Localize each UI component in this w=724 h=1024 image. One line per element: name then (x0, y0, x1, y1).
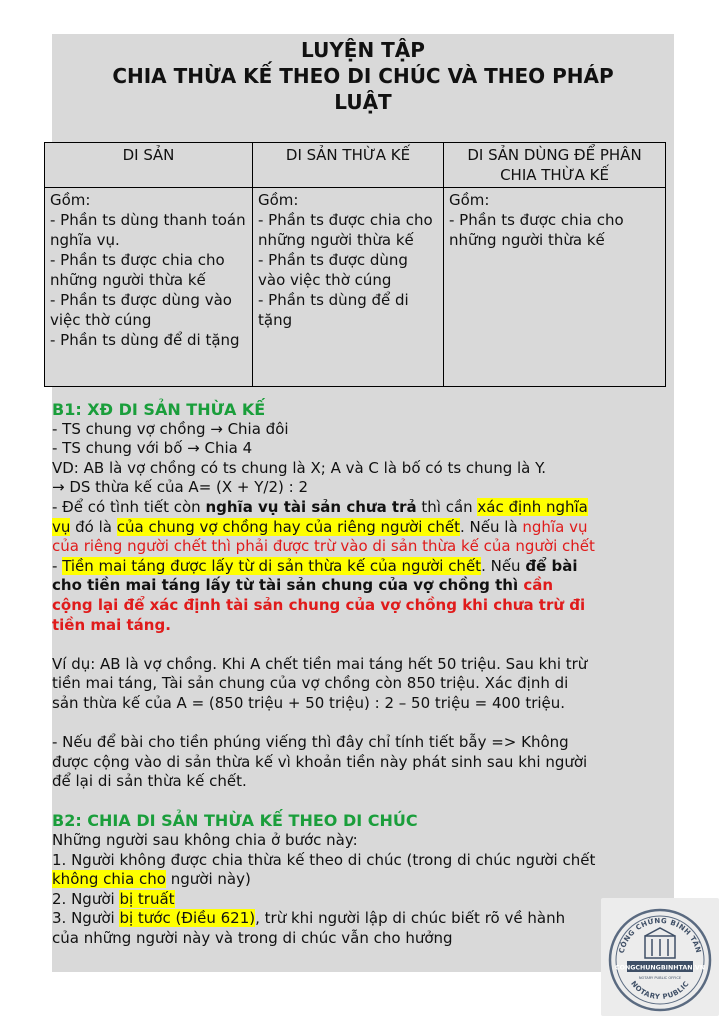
cell-line: - Phần ts dùng để di tặng (258, 291, 409, 329)
page-title (52, 37, 674, 115)
text-span: , trừ khi người lập di chúc biết rõ về hành (255, 909, 566, 928)
stamp-top-text: CÔNG CHỨNG BÌNH TÂN (617, 916, 703, 955)
cell-line: Gồm: (449, 191, 490, 209)
red-bold-line: tiền mai táng. (52, 615, 171, 634)
highlight-text: bị truất (119, 889, 175, 908)
red-text-line: của riêng người chết thì phải được trừ vào di sản thừa kế của người chết (52, 537, 595, 556)
highlight-text: xác định nghĩa (477, 497, 588, 516)
table-header: DI SẢN DÙNG ĐỂ PHÂN CHIA THỪA KẾ (444, 143, 666, 188)
text-span: - (52, 556, 63, 575)
text-span: thì cần (416, 497, 478, 516)
bold-text: để bài (525, 556, 578, 575)
text-line (52, 890, 674, 910)
table-cell (253, 188, 444, 387)
title-line: CHIA THỪA KẾ THEO DI CHÚC VÀ THEO PHÁP (112, 64, 614, 88)
text-span: 3. Người (52, 909, 120, 928)
text-line: được cộng vào di sản thừa kế vì khoản tiền này phát sinh sau khi người (52, 752, 588, 771)
cell-line: Gồm: (258, 191, 299, 209)
table-cell (444, 188, 666, 387)
text-line: Những người sau không chia ở bước này: (52, 831, 358, 850)
bold-text: nghĩa vụ tài sản chưa trả (205, 497, 417, 516)
highlight-text: Tiền mai táng được lấy từ di sản thừa kế của người chết (62, 556, 482, 575)
highlight-text: của chung vợ chồng hay của riêng người chết (116, 517, 461, 536)
cell-line: - Phần ts được chia cho những người thừa kế (50, 251, 225, 289)
bold-text: cho tiền mai táng lấy từ tài sản chung của vợ chồng thì (52, 576, 524, 595)
title-line: LUẬT (334, 90, 392, 114)
table-row (45, 188, 666, 387)
text-line (52, 576, 674, 596)
text-line: VD: AB là vợ chồng có ts chung là X; A và C là bố có ts chung là Y. (52, 458, 547, 477)
text-line: 1. Người không được chia thừa kế theo di chúc (trong di chúc người chết (52, 850, 596, 869)
text-line (52, 909, 674, 929)
text-line: - Nếu để bài cho tiền phúng viếng thì đây chỉ tính tiết bẫy => Không (52, 733, 569, 752)
highlight-text: vụ (52, 517, 71, 536)
highlight-text: bị tước (Điều 621) (119, 909, 256, 928)
red-bold-text: cần (523, 576, 554, 595)
text-line: tiền mai táng, Tài sản chung của vợ chồng còn 850 triệu. Xác định di (52, 674, 569, 693)
text-line (52, 498, 674, 518)
text-span: đó là (70, 517, 117, 536)
section-heading-b1: B1: XĐ DI SẢN THỪA KẾ (52, 400, 266, 419)
text-line (52, 870, 674, 890)
table-header: DI SẢN (45, 143, 253, 188)
text-line: sản thừa kế của A = (850 triệu + 50 triệu) : 2 – 50 triệu = 400 triệu. (52, 693, 566, 712)
text-span: . Nếu (481, 556, 526, 575)
red-text: nghĩa vụ (522, 517, 588, 536)
text-line: - TS chung với bố → Chia 4 (52, 439, 253, 458)
text-line: để lại di sản thừa kế chết. (52, 772, 247, 791)
notary-seal-icon (601, 898, 719, 1016)
text-line: - TS chung vợ chồng → Chia đôi (52, 419, 289, 438)
text-line (52, 518, 674, 538)
red-bold-line: cộng lại để xác định tài sản chung của vợ chồng khi chưa trừ đi (52, 595, 586, 614)
text-span: . Nếu là (460, 517, 523, 536)
title-line: LUYỆN TẬP (301, 38, 425, 62)
cell-line: - Phần ts được chia cho những người thừa kế (449, 211, 624, 249)
text-span: người này) (165, 870, 251, 889)
stamp-bottom-text: NOTARY PUBLIC (629, 979, 691, 1002)
stamp-site-text: CONGCHUNGBINHTAN.VN (614, 964, 706, 972)
cell-line: - Phần ts được dùng vào việc thờ cúng (258, 251, 408, 289)
cell-line: - Phần ts dùng thanh toán nghĩa vụ. (50, 211, 246, 249)
section-heading-b2: B2: CHIA DI SẢN THỪA KẾ THEO DI CHÚC (52, 811, 418, 831)
cell-line: - Phần ts được chia cho những người thừa kế (258, 211, 433, 249)
text-span: - Để có tình tiết còn (52, 497, 206, 516)
text-line: → DS thừa kế của A= (X + Y/2) : 2 (52, 478, 309, 497)
highlight-text: không chia cho (52, 870, 166, 889)
cell-line: Gồm: (50, 191, 91, 209)
cell-line: - Phần ts dùng để di tặng (50, 331, 240, 349)
table-header: DI SẢN THỪA KẾ (253, 143, 444, 188)
table-cell (45, 188, 253, 387)
text-line (52, 557, 674, 577)
cell-line: - Phần ts được dùng vào việc thờ cúng (50, 291, 232, 329)
text-span: 2. Người (52, 889, 120, 908)
stamp-small-text: NOTARY PUBLIC OFFICE (638, 976, 682, 980)
notary-stamp (601, 898, 719, 1016)
heritage-table (44, 142, 666, 387)
document-body (52, 400, 674, 949)
text-line: của những người này và trong di chúc vẫn cho hưởng (52, 929, 453, 948)
text-line: Ví dụ: AB là vợ chồng. Khi A chết tiền mai táng hết 50 triệu. Sau khi trừ (52, 654, 588, 673)
table-header-row (45, 143, 666, 188)
